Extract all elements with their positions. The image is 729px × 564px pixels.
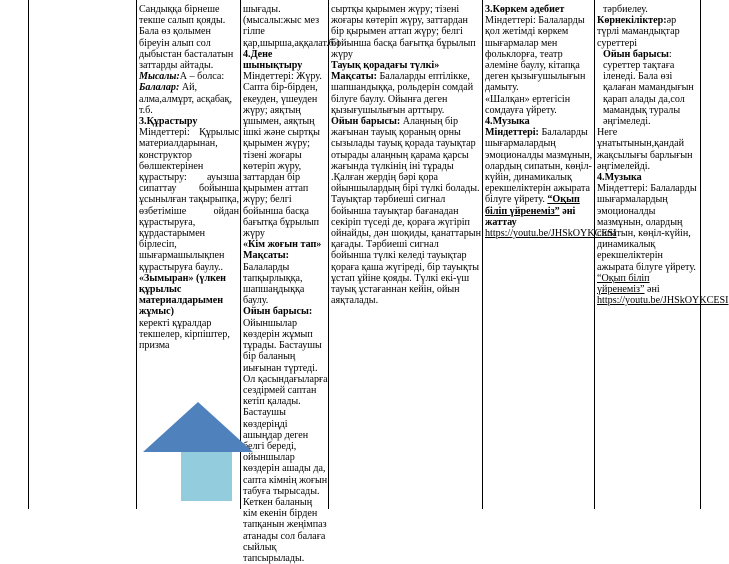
activity-cell-2 [243, 4, 340, 564]
text-line: дыбыстан басталатын [139, 48, 234, 60]
song-suffix: әні жаттау [485, 205, 576, 228]
process-label: Ойын барысы: [331, 116, 401, 128]
activity-cell-3 [331, 4, 481, 306]
song-suffix: әні [644, 284, 660, 296]
column-border-6 [700, 0, 701, 509]
visual-text: әр түрлі мамандықтар суреттері [597, 15, 680, 49]
goal-label: Мақсаты: [331, 71, 377, 83]
goal-line [331, 71, 481, 116]
activity-cell-5 [597, 4, 729, 307]
video-link[interactable]: https://youtu.be/JHSkOYKCESI [597, 295, 729, 307]
visual-line [597, 15, 699, 49]
extra-text: Неге ұнатытынын,қандай жақсылығы барлығын әңгімелейді. [597, 127, 693, 172]
process-line [243, 306, 328, 564]
game-text: керекті құралдар текшелер, кірпіштер, призма [139, 317, 230, 352]
intro-text: тәрбиелеу. [603, 4, 648, 15]
process-text: суреттер тақтаға іленеді. Бала өзі қалаған мамандығын қарап алады да,сол мамандық туралы әңгімеледі. [603, 60, 694, 128]
process-line [331, 116, 481, 306]
video-link[interactable]: https://youtu.be/JHSkOYKCESI [485, 228, 617, 240]
process-colon: : [668, 48, 672, 60]
example-label: Мысалы: [139, 71, 180, 83]
column-border-0 [28, 0, 29, 509]
text-line: Сандыққа бірнеше [139, 4, 220, 15]
tasks-text: Міндеттері: Жүру. Сапта бір-бірден, екеуден, үшеуден жүру; аяқтың ұшымен, аяқтың ішкі және сыртқы қырымен жүру; тізені жоғары көтеріп жүру, заттардан бір қырымен аттап жүру; белгі бойынша басқа бағытқа бұрылып жүру [243, 71, 322, 240]
house-body-shape [181, 452, 232, 501]
example-text: А – болса: [179, 71, 225, 83]
children-text: Ай, алма,алмұрт, асқабақ, т.б. [139, 82, 232, 116]
process-label: Ойын барысы: [243, 306, 313, 318]
text-line: Бала өз қолымен [139, 26, 211, 38]
song-title: “Оқып біліп үйренеміз” [597, 272, 650, 296]
text-line: текше салып қояды. [139, 15, 226, 27]
game-title: Тауық қорадағы түлкі» [331, 60, 440, 72]
visual-label: Көрнекіліктер: [597, 15, 667, 27]
process-text: Ойыншылар көздерін жұмып тұрады. Бастаушы бір баланың иығынан түртеді. Ол қасындағыларға сездірмей саптан кетіп қалады. Бастаушы көздеріңді ашыңдар деген белгі береді, ойыншылар көздерін ашады да, сапта кімнің жоғын табуға тырысады. Кеткен баланың кім екенін бірден тапқанын жеңімпаз атанады сол балаға сыйлық тапсырылады. [243, 317, 328, 564]
tasks-text: Міндеттері: Балаларды шығармалардың эмоционалды мазмұнын, олардың сипатын, көңіл-күйін, динамикалық ерекшеліктерін ажырата білуге үйрету. [597, 183, 697, 273]
song-title: “Оқып біліп үйренеміз” [485, 194, 580, 217]
process-line [597, 49, 699, 127]
activity-cell-1 [139, 4, 239, 351]
intro-text: сыртқы қырымен жүру; тізені жоғары көтеріп жүру, заттардан бір қырымен аттап жүру; белгі бойынша басқа бағытқа бұрылып жүру [331, 4, 476, 60]
section-heading: 4.Музыка [597, 172, 642, 184]
column-border-4 [482, 0, 483, 509]
column-border-3 [328, 0, 329, 509]
game-title: «Зымыран» (үлкен құрылыс материалдарымен жұмыс) [139, 272, 226, 318]
example-line [139, 71, 239, 82]
music-tasks [485, 127, 593, 228]
section-heading: 3.Құрастыру [139, 116, 198, 128]
song-line [597, 273, 699, 295]
column-border-1 [136, 0, 137, 509]
story-text: «Шалқан» ертегісін сомдауға үйрету. [485, 93, 571, 116]
section-heading: 4.Дене шынықтыру [243, 48, 303, 72]
goal-label: Мақсаты: [243, 250, 289, 262]
game-title: «Кім жоғын тап» [243, 239, 322, 251]
tasks-text: Міндеттері: Құрылыс материалдарынан, конструктор бөлшектерінен құрастыру: ауызша сипаттау бойынша ұсынылған тақырыпқа, өзбетіміше ойдан құрастыруға, құрдастарымен бірлесіп, шығармашылықпен құрастыруға баулу.. [139, 127, 239, 273]
intro-text: шығады.(мысалы:жыс мез гілпе қар,шырша,аққалат.б.) [243, 4, 340, 49]
children-label: Балалар: [139, 82, 180, 94]
tasks-label: Міндеттері: [485, 127, 539, 139]
section-heading: 3.Көркем әдебиет [485, 4, 565, 15]
house-roof-shape [143, 402, 253, 452]
column-border-5 [594, 0, 595, 509]
section-heading: 4.Музыка [485, 116, 530, 128]
children-line [139, 82, 239, 116]
process-text: Алаңның бір жағынан тауық қораның орны сызылады тауық қорада тауықтар отырады алаңның қарама қарсы жағында түлкінің іні тұрады .Қалған жердің бәрі қора ойыншылардың бірі түлкі болады. Тауықтар тәрбиеші сигнал бойынша тауықтар бағанадан секіріп түседі де, қораға жүгіріп ойнайды, дән шоқиды, қанаттарын қағады. Тәрбиеші сигнал бойынша түлкі келеді тауықтар қораға қаша жүгіреді, бір тауықты ұстап ұйіне қояды. Түлкі екі-үш тауық ұстағаннан кейін, ойын аяқталады. [331, 116, 481, 307]
text-line: біреуін алып сол [139, 37, 211, 49]
goal-line [243, 250, 328, 306]
process-label: Ойын барысы [603, 48, 669, 60]
activity-cell-4 [485, 4, 617, 240]
tasks-text: Міндеттері: Балаларды қол жетімді көркем шығармалар мен фольклорға, театр әлеміне баулу, кітапқа деген қызығушылығын дамыту. [485, 15, 586, 94]
goal-text: Балаларды ептілікке, шапшандыққа, рольдерін сомдай білуге баулу. Ойынға деген қызығушылығын арттыру. [331, 71, 474, 116]
goal-text: Балаларды тапқырлыққа, шапшаңдыққа баулу. [243, 261, 305, 307]
tasks-text: Балаларды шығармалардың эмоционалды мазмұнын, олардың сипатын, көңіл-күйін, динамикалық ерекшеліктерін ажырата білуге үйрету. [485, 127, 593, 206]
text-line: заттарды айтады. [139, 60, 214, 72]
